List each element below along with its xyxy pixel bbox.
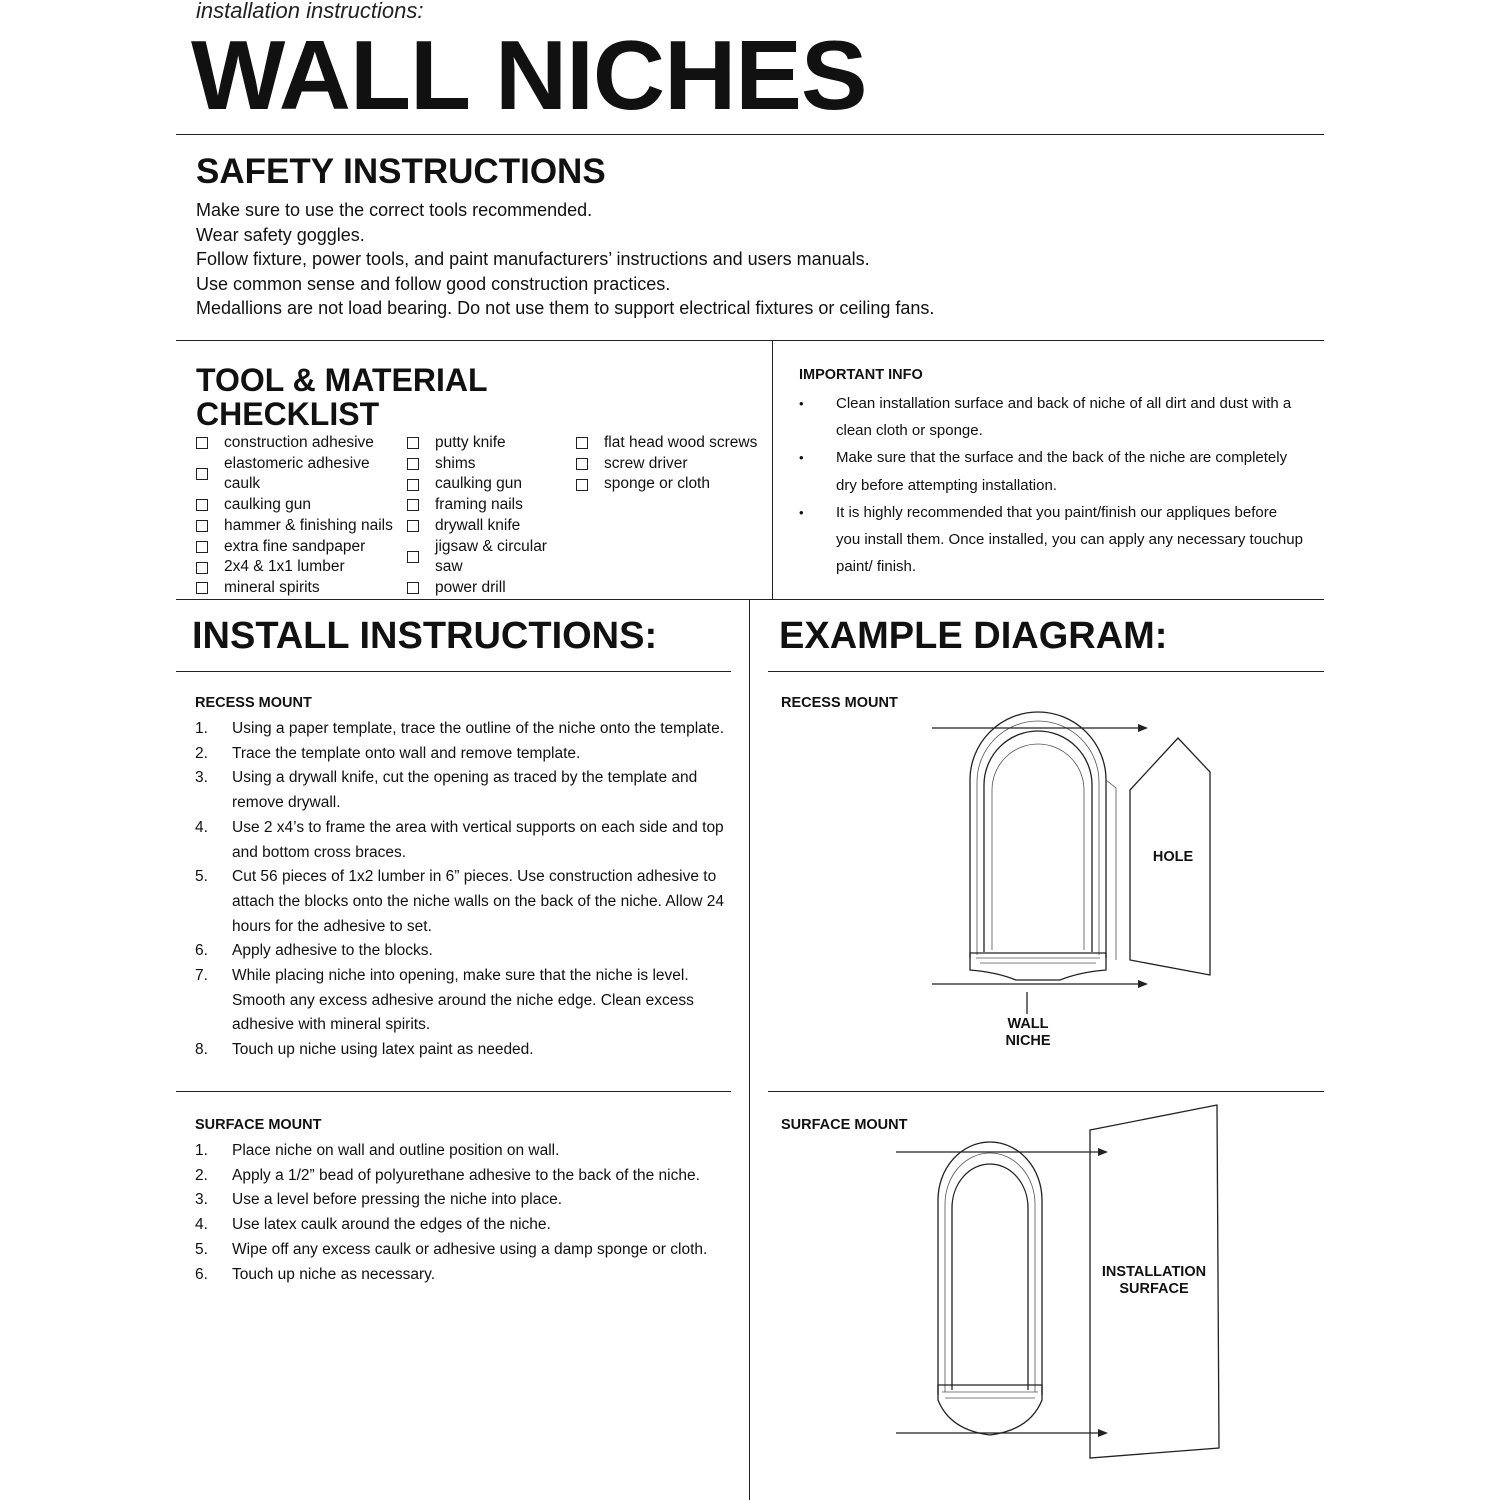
- important-info-item: • It is highly recommended that you paint/finish our appliques before you install them. Once installed, you can apply any necessary touchup paint/ finish.: [799, 499, 1304, 581]
- checklist-item-label: putty knife: [435, 434, 506, 451]
- safety-title: SAFETY INSTRUCTIONS: [196, 152, 606, 191]
- safety-line: Medallions are not load bearing. Do not use them to support electrical fixtures or ceiling fans.: [196, 298, 935, 319]
- step-item: [195, 1213, 735, 1238]
- checklist-item[interactable]: [407, 474, 576, 495]
- diagram-surface-heading: SURFACE MOUNT: [781, 1117, 908, 1133]
- step-item: [195, 1164, 735, 1189]
- checklist-item[interactable]: [196, 454, 407, 495]
- recess-mount-heading: RECESS MOUNT: [195, 695, 312, 711]
- step-item: [195, 865, 735, 939]
- diagram-recess-heading: RECESS MOUNT: [781, 695, 898, 711]
- step-item: [195, 1238, 735, 1263]
- safety-line: Wear safety goggles.: [196, 224, 365, 245]
- checkbox-icon[interactable]: [196, 541, 208, 553]
- divider: [772, 340, 773, 599]
- checklist-item-label: construction adhesive: [224, 434, 374, 451]
- checklist-item-label: 2x4 & 1x1 lumber: [224, 558, 345, 576]
- checklist-item-label: framing nails: [435, 496, 523, 514]
- step-text: Apply adhesive to the blocks.: [232, 942, 433, 960]
- step-item: [195, 1038, 735, 1063]
- arrow-head: [1098, 1148, 1108, 1156]
- important-info-list: [799, 390, 1304, 580]
- diagram-title: EXAMPLE DIAGRAM:: [779, 615, 1168, 657]
- checklist-item[interactable]: [576, 454, 766, 475]
- step-text: Use latex caulk around the edges of the niche.: [232, 1216, 551, 1234]
- important-info-item: • Clean installation surface and back of niche of all dirt and dust with a clean cloth or sponge.: [799, 390, 1304, 444]
- checkbox-icon[interactable]: [576, 437, 588, 449]
- checkbox-icon[interactable]: [407, 458, 419, 470]
- checklist-item-label: caulking gun: [224, 496, 312, 514]
- surface-mount-heading: SURFACE MOUNT: [195, 1117, 322, 1133]
- checklist-item-label: power drill: [435, 578, 506, 596]
- niche-shelf: [938, 1385, 1042, 1435]
- niche-outline: [938, 1142, 1042, 1395]
- wall-niche-label: [985, 1016, 1071, 1050]
- checklist-title: [196, 364, 488, 431]
- install-title: INSTALL INSTRUCTIONS:: [192, 615, 658, 657]
- checklist-item[interactable]: [576, 474, 766, 495]
- step-text: Using a drywall knife, cut the opening as traced by the template and remove drywall.: [232, 769, 698, 812]
- checklist-item[interactable]: [196, 495, 407, 516]
- step-item: [195, 816, 735, 865]
- checkbox-icon[interactable]: [196, 468, 208, 480]
- checklist-title-line: CHECKLIST: [196, 395, 380, 432]
- divider: [768, 1091, 1324, 1092]
- checkbox-icon[interactable]: [196, 582, 208, 594]
- checkbox-icon[interactable]: [196, 499, 208, 511]
- checklist-item-label: hammer & finishing nails: [224, 516, 393, 534]
- divider: [176, 1091, 731, 1092]
- installation-surface-label: [1098, 1264, 1210, 1298]
- step-item: [195, 717, 735, 742]
- divider: [176, 671, 731, 672]
- checklist-item-label: extra fine sandpaper: [224, 537, 366, 555]
- label-line: SURFACE: [1119, 1281, 1189, 1297]
- divider: [176, 134, 1324, 135]
- step-text: Cut 56 pieces of 1x2 lumber in 6” pieces. Use construction adhesive to attach the blocks onto the niche walls on the back of the niche. Allow 24 hours for the adhesive to set.: [232, 868, 725, 935]
- checklist-column: [407, 433, 576, 599]
- step-text: Using a paper template, trace the outline of the niche onto the template.: [232, 720, 725, 737]
- step-item: [195, 766, 735, 815]
- checklist-item-label: sponge or cloth: [604, 475, 710, 493]
- checkbox-icon[interactable]: [576, 458, 588, 470]
- step-text: Use 2 x4’s to frame the area with vertical supports on each side and top and bottom cross braces.: [232, 818, 724, 861]
- label-line: INSTALLATION: [1101, 1264, 1207, 1280]
- checklist: [196, 433, 766, 599]
- step-item: [195, 1139, 735, 1164]
- checkbox-icon[interactable]: [407, 437, 419, 449]
- divider: [176, 340, 1324, 341]
- step-number: 1.: [195, 1142, 208, 1159]
- step-number: 4.: [195, 1216, 208, 1234]
- checkbox-icon[interactable]: [576, 479, 588, 491]
- divider: [768, 671, 1324, 672]
- label-line: NICHE: [1005, 1033, 1051, 1049]
- arrow-head: [1098, 1429, 1108, 1437]
- important-info-item: • Make sure that the surface and the back of the niche are completely dry before attempting installation.: [799, 444, 1304, 498]
- checklist-item-label: mineral spirits: [224, 578, 320, 596]
- step-number: 6.: [195, 1265, 208, 1283]
- step-number: 8.: [195, 1041, 208, 1059]
- important-info-title: IMPORTANT INFO: [799, 367, 923, 383]
- checklist-item[interactable]: [196, 557, 407, 578]
- checklist-item-label: jigsaw & circular saw: [435, 537, 547, 576]
- checklist-item-label: screw driver: [604, 454, 688, 472]
- checklist-item-label: drywall knife: [435, 516, 521, 534]
- step-number: 5.: [195, 868, 208, 886]
- hole-label: HOLE: [1152, 849, 1194, 865]
- step-number: 2.: [195, 1166, 208, 1184]
- step-text: Use a level before pressing the niche into place.: [232, 1191, 563, 1209]
- surface-mount-steps: [195, 1139, 735, 1287]
- step-number: 5.: [195, 1240, 208, 1258]
- checklist-item[interactable]: [407, 537, 576, 578]
- checklist-item[interactable]: [407, 516, 576, 537]
- step-text: Trace the template onto wall and remove template.: [232, 744, 581, 762]
- step-number: 3.: [195, 769, 208, 787]
- divider: [749, 599, 750, 1500]
- document-title: WALL NICHES: [191, 20, 867, 130]
- step-text: Apply a 1/2” bead of polyurethane adhesive to the back of the niche.: [232, 1166, 700, 1184]
- checklist-item-label: shims: [435, 454, 476, 472]
- checklist-item[interactable]: [407, 454, 576, 475]
- step-number: 6.: [195, 942, 208, 960]
- step-item: [195, 742, 735, 767]
- checklist-item[interactable]: [407, 495, 576, 516]
- checklist-item[interactable]: [196, 578, 407, 599]
- safety-line: Follow fixture, power tools, and paint manufacturers’ instructions and users manuals.: [196, 249, 870, 270]
- step-item: [195, 1263, 735, 1288]
- divider: [176, 599, 1324, 600]
- checklist-column: [576, 433, 766, 599]
- checklist-item[interactable]: [196, 433, 407, 454]
- recess-mount-steps: [195, 717, 735, 1063]
- arrow-head: [1138, 724, 1148, 732]
- checklist-item[interactable]: [407, 433, 576, 454]
- document-subtitle: installation instructions:: [196, 0, 424, 23]
- checkbox-icon[interactable]: [407, 582, 419, 594]
- checkbox-icon[interactable]: [407, 499, 419, 511]
- step-number: 7.: [195, 967, 208, 985]
- checklist-item-label: elastomeric adhesive caulk: [224, 454, 370, 493]
- checkbox-icon[interactable]: [407, 520, 419, 532]
- checklist-column: [196, 433, 407, 599]
- step-number: 2.: [195, 744, 208, 762]
- niche-outline: [970, 712, 1106, 958]
- step-text: Touch up niche as necessary.: [232, 1265, 436, 1283]
- step-number: 4.: [195, 818, 208, 836]
- checkbox-icon[interactable]: [407, 479, 419, 491]
- checklist-item-label: flat head wood screws: [604, 434, 758, 451]
- checkbox-icon[interactable]: [196, 520, 208, 532]
- step-number: 1.: [195, 720, 208, 737]
- step-text: Place niche on wall and outline position on wall.: [232, 1142, 560, 1159]
- checkbox-icon[interactable]: [407, 551, 419, 563]
- step-text: While placing niche into opening, make sure that the niche is level. Smooth any excess adhesive around the niche edge. Clean excess adhesive with mineral spirits.: [232, 967, 694, 1034]
- checkbox-icon[interactable]: [196, 562, 208, 574]
- checkbox-icon[interactable]: [196, 437, 208, 449]
- label-line: WALL: [1007, 1016, 1049, 1032]
- safety-list: [196, 198, 934, 321]
- safety-line: Make sure to use the correct tools recommended.: [196, 200, 593, 220]
- checklist-item-label: caulking gun: [435, 475, 523, 493]
- step-text: Touch up niche using latex paint as needed.: [232, 1041, 534, 1059]
- step-item: [195, 939, 735, 964]
- step-text: Wipe off any excess caulk or adhesive using a damp sponge or cloth.: [232, 1240, 708, 1258]
- checklist-title-line: TOOL & MATERIAL: [196, 362, 488, 398]
- niche-shelf: [970, 953, 1106, 980]
- step-item: [195, 964, 735, 1038]
- checklist-item[interactable]: [407, 578, 576, 599]
- arrow-head: [1138, 980, 1148, 988]
- step-item: [195, 1188, 735, 1213]
- checklist-item[interactable]: [196, 537, 407, 558]
- safety-line: Use common sense and follow good construction practices.: [196, 273, 671, 294]
- checklist-item[interactable]: [196, 516, 407, 537]
- checklist-item[interactable]: [576, 433, 766, 454]
- step-number: 3.: [195, 1191, 208, 1209]
